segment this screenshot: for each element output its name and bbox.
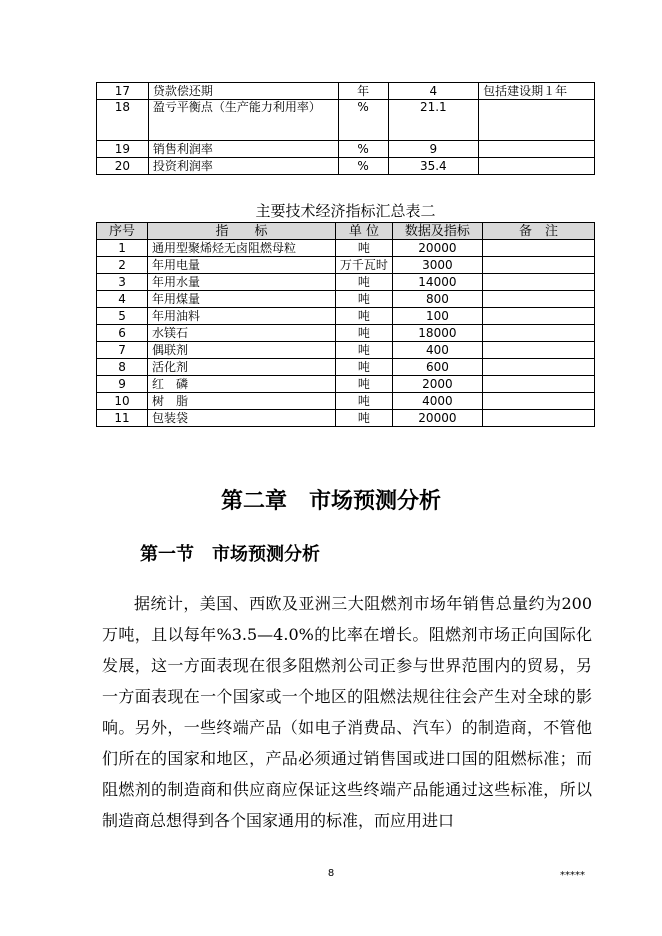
cell-note <box>482 291 594 308</box>
cell-value: 9 <box>388 141 479 158</box>
table-row <box>97 274 595 291</box>
cell-unit: 吨 <box>335 240 392 257</box>
footer-mark: ***** <box>560 870 585 881</box>
cell-item: 年用电量 <box>148 257 336 274</box>
table-row <box>97 410 595 427</box>
cell-no: 7 <box>97 342 148 359</box>
cell-no: 4 <box>97 291 148 308</box>
cell-no: 2 <box>97 257 148 274</box>
cell-note <box>482 359 594 376</box>
cell-note <box>482 376 594 393</box>
header-no: 序号 <box>97 223 148 240</box>
cell-no: 18 <box>97 100 149 141</box>
table-row <box>97 141 595 158</box>
table-row <box>97 376 595 393</box>
cell-note <box>482 325 594 342</box>
cell-no: 11 <box>97 410 148 427</box>
table-row <box>97 342 595 359</box>
cell-value: 3000 <box>392 257 482 274</box>
cell-unit: % <box>338 100 388 141</box>
section-title: 第一节 市场预测分析 <box>140 544 320 565</box>
cell-no: 1 <box>97 240 148 257</box>
table2-title: 主要技术经济指标汇总表二 <box>255 202 436 220</box>
cell-note <box>479 141 595 158</box>
cell-value: 400 <box>392 342 482 359</box>
table-row <box>97 325 595 342</box>
table-row <box>97 291 595 308</box>
cell-unit: % <box>338 158 388 175</box>
header-unit: 单 位 <box>335 223 392 240</box>
cell-item: 贷款偿还期 <box>148 83 338 100</box>
cell-note <box>482 257 594 274</box>
cell-value: 20000 <box>392 240 482 257</box>
cell-value: 100 <box>392 308 482 325</box>
header-item: 指 标 <box>148 223 336 240</box>
cell-item: 年用水量 <box>148 274 336 291</box>
cell-note <box>482 342 594 359</box>
cell-unit: 吨 <box>335 410 392 427</box>
cell-item: 通用型聚烯烃无卤阻燃母粒 <box>148 240 336 257</box>
cell-no: 8 <box>97 359 148 376</box>
cell-note <box>479 158 595 175</box>
cell-note <box>482 240 594 257</box>
cell-unit: 万千瓦时 <box>335 257 392 274</box>
header-value: 数据及指标 <box>392 223 482 240</box>
cell-note <box>482 308 594 325</box>
cell-no: 20 <box>97 158 149 175</box>
cell-no: 17 <box>97 83 149 100</box>
table-row <box>97 83 595 100</box>
body-paragraph: 据统计，美国、西欧及亚洲三大阻燃剂市场年销售总量约为200万吨，且以每年%3.5—4.0%的比率在增长。阻燃剂市场正向国际化发展，这一方面表现在很多阻燃剂公司正参与世界范围内的贸易，另一方面表现在一个国家或一个地区的阻燃法规往往会产生对全球的影响。另外，一些终端产品（如电子消费品、汽车）的制造商，不管他们所在的国家和地区，产品必须通过销售国或进口国的阻燃标准；而阻燃剂的制造商和供应商应保证这些终端产品能通过这些标准，所以制造商总想得到各个国家通用的标准，而应用进口 <box>102 594 592 830</box>
cell-item: 包装袋 <box>148 410 336 427</box>
page-number: 8 <box>327 868 335 879</box>
cell-note <box>482 393 594 410</box>
cell-note <box>482 410 594 427</box>
header-note: 备 注 <box>482 223 594 240</box>
cell-no: 10 <box>97 393 148 410</box>
cell-unit: 吨 <box>335 291 392 308</box>
table-header-row <box>97 223 595 240</box>
summary-table-2 <box>96 222 595 427</box>
table-row <box>97 359 595 376</box>
cell-item: 活化剂 <box>148 359 336 376</box>
chapter-title: 第二章 市场预测分析 <box>220 488 441 514</box>
cell-item: 年用煤量 <box>148 291 336 308</box>
table-row <box>97 308 595 325</box>
table-row <box>97 257 595 274</box>
cell-note <box>482 274 594 291</box>
cell-item: 水镁石 <box>148 325 336 342</box>
cell-unit: 年 <box>338 83 388 100</box>
cell-value: 21.1 <box>388 100 479 141</box>
cell-item: 偶联剂 <box>148 342 336 359</box>
cell-note: 包括建设期１年 <box>479 83 595 100</box>
cell-no: 3 <box>97 274 148 291</box>
cell-value: 20000 <box>392 410 482 427</box>
cell-value: 4000 <box>392 393 482 410</box>
cell-value: 4 <box>388 83 479 100</box>
cell-value: 600 <box>392 359 482 376</box>
cell-value: 800 <box>392 291 482 308</box>
indicator-table-continued <box>96 82 595 175</box>
table-row <box>97 393 595 410</box>
cell-no: 9 <box>97 376 148 393</box>
cell-unit: 吨 <box>335 308 392 325</box>
cell-unit: 吨 <box>335 359 392 376</box>
cell-unit: 吨 <box>335 376 392 393</box>
cell-no: 6 <box>97 325 148 342</box>
cell-value: 18000 <box>392 325 482 342</box>
cell-item: 销售利润率 <box>148 141 338 158</box>
summary-table-body <box>97 240 595 427</box>
cell-no: 19 <box>97 141 149 158</box>
cell-unit: 吨 <box>335 342 392 359</box>
cell-item: 投资利润率 <box>148 158 338 175</box>
cell-value: 2000 <box>392 376 482 393</box>
table-row <box>97 158 595 175</box>
cell-item: 盈亏平衡点（生产能力利用率） <box>148 100 338 141</box>
cell-item: 树 脂 <box>148 393 336 410</box>
cell-unit: 吨 <box>335 325 392 342</box>
table-row <box>97 100 595 141</box>
cell-value: 14000 <box>392 274 482 291</box>
cell-note <box>479 100 595 141</box>
cell-unit: 吨 <box>335 393 392 410</box>
table-row <box>97 240 595 257</box>
cell-value: 35.4 <box>388 158 479 175</box>
cell-item: 年用油料 <box>148 308 336 325</box>
cell-no: 5 <box>97 308 148 325</box>
indicator-table-body <box>97 83 595 175</box>
cell-item: 红 磷 <box>148 376 336 393</box>
cell-unit: 吨 <box>335 274 392 291</box>
cell-unit: % <box>338 141 388 158</box>
